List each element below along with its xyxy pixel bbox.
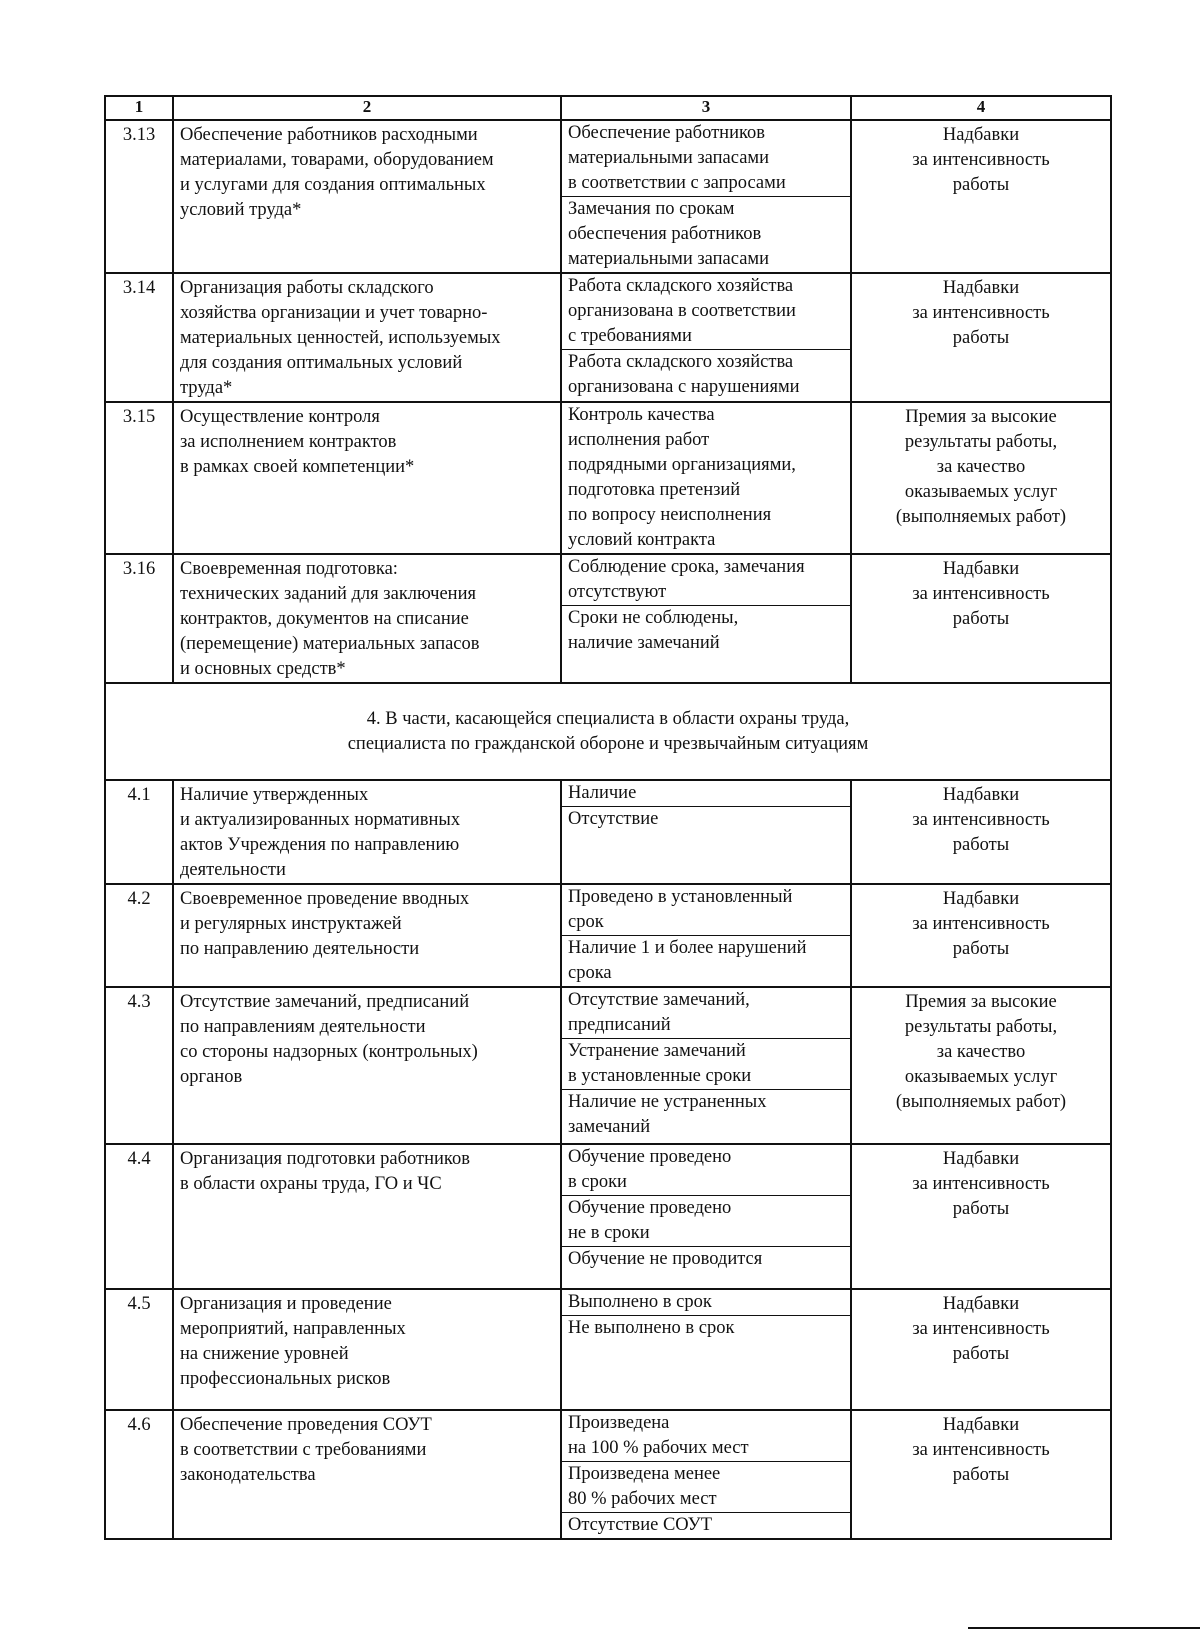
criteria-table [104,95,1112,1540]
text-line: Надбавки [942,125,1020,145]
text-line: Надбавки [942,559,1020,579]
indicator-cell [561,1410,851,1539]
table-row [105,402,1111,554]
text-line: Выполнено в срок [568,1292,712,1312]
text-line: за интенсивность [912,1174,1050,1194]
text-line: отсутствуют [568,582,667,602]
header-cell: 4 [851,96,1111,120]
text-line: Надбавки [942,1294,1020,1314]
text-line: работы [952,835,1010,855]
text-line: работы [952,609,1010,629]
indicator-cell [561,273,851,402]
text-line: срока [568,963,612,983]
text-line: Своевременная подготовка: [180,559,398,579]
text-line: Организация и проведение [180,1294,392,1314]
text-line: Проведено в установленный [568,887,793,907]
indicator-list [562,403,850,553]
header-cell: 1 [105,96,173,120]
text-line: со стороны надзорных (контрольных) [180,1042,478,1062]
text-line: Произведена [568,1413,670,1433]
indicator-item [562,1247,850,1272]
indicator-item [562,988,850,1039]
text-line: работы [952,1199,1010,1219]
text-line: мероприятий, направленных [180,1319,406,1339]
indicator-item [562,555,850,606]
text-line: Наличие утвержденных [180,785,369,805]
text-line: условий контракта [568,530,716,550]
text-line: Обучение проведено [568,1147,732,1167]
text-line: материалами, товарами, оборудованием [180,150,494,170]
text-line: деятельности [180,860,286,880]
payment-type-cell [851,1144,1111,1289]
table-row [105,884,1111,987]
text-line: 80 % рабочих мест [568,1489,717,1509]
indicator-item [562,936,850,986]
indicator-item [562,350,850,400]
item-number: 4.3 [105,987,173,1144]
indicator-item [562,807,850,832]
indicator-item [562,1290,850,1316]
text-line: результаты работы, [904,1017,1058,1037]
table-row [105,273,1111,402]
text-line: подготовка претензий [568,480,741,500]
table-row [105,1410,1111,1539]
text-line: не в сроки [568,1223,650,1243]
text-line: за интенсивность [912,150,1050,170]
indicator-cell [561,780,851,884]
text-line: по направлению деятельности [180,939,420,959]
item-number: 4.5 [105,1289,173,1410]
payment-type-cell [851,1289,1111,1410]
text-line: за интенсивность [912,584,1050,604]
text-line: на снижение уровней [180,1344,349,1364]
text-line: организована с нарушениями [568,377,800,397]
text-line: Отсутствие замечаний, предписаний [180,992,470,1012]
text-line: (выполняемых работ) [895,1092,1067,1112]
item-number: 3.15 [105,402,173,554]
text-line: Организация подготовки работников [180,1149,470,1169]
criterion-cell [173,987,561,1144]
text-line: условий труда* [180,200,302,220]
text-line: Сроки не соблюдены, [568,608,739,628]
text-line: Работа складского хозяйства [568,352,794,372]
text-line: профессиональных рисков [180,1369,391,1389]
criterion-cell [173,1289,561,1410]
table-row [105,120,1111,273]
item-number: 4.1 [105,780,173,884]
text-line: в соответствии с запросами [568,173,786,193]
indicator-list [562,988,850,1140]
indicator-item [562,606,850,656]
text-line: по направлениям деятельности [180,1017,426,1037]
indicator-cell [561,120,851,273]
text-line: и регулярных инструктажей [180,914,402,934]
criterion-cell [173,1144,561,1289]
payment-type-cell [851,1410,1111,1539]
indicator-item [562,1039,850,1090]
section-heading-line: 4. В части, касающейся специалиста в области охраны труда, [366,708,850,729]
indicator-item [562,1145,850,1196]
criterion-cell [173,120,561,273]
indicator-item [562,885,850,936]
text-line: органов [180,1067,243,1087]
indicator-cell [561,987,851,1144]
text-line: Надбавки [942,278,1020,298]
text-line: замечаний [568,1117,651,1137]
text-line: Устранение замечаний [568,1041,746,1061]
text-line: Наличие 1 и более нарушений [568,938,807,958]
text-line: технических заданий для заключения [180,584,476,604]
text-line: Премия за высокие [905,992,1057,1012]
item-number: 3.16 [105,554,173,683]
text-line: законодательства [180,1465,316,1485]
table-row [105,1144,1111,1289]
text-line: по вопросу неисполнения [568,505,772,525]
payment-type-cell [851,402,1111,554]
criterion-cell [173,1410,561,1539]
text-line: и основных средств* [180,659,346,679]
text-line: на 100 % рабочих мест [568,1438,749,1458]
text-line: (перемещение) материальных запасов [180,634,480,654]
criterion-cell [173,780,561,884]
indicator-list [562,121,850,272]
indicator-item [562,1462,850,1513]
text-line: за интенсивность [912,810,1050,830]
text-line: материальных ценностей, используемых [180,328,501,348]
table-row [105,987,1111,1144]
text-line: наличие замечаний [568,633,720,653]
text-line: Обеспечение проведения СОУТ [180,1415,432,1435]
text-line: контрактов, документов на списание [180,609,469,629]
text-line: Наличие [568,783,637,803]
text-line: за интенсивность [912,914,1050,934]
text-line: Надбавки [942,1149,1020,1169]
indicator-list [562,781,850,832]
indicator-cell [561,1289,851,1410]
header-cell: 3 [561,96,851,120]
text-line: Работа складского хозяйства [568,276,794,296]
indicator-list [562,274,850,400]
indicator-list [562,1145,850,1272]
text-line: с требованиями [568,326,692,346]
section-heading-line: специалиста по гражданской обороне и чрезвычайным ситуациям [347,733,869,754]
text-line: обеспечения работников [568,224,762,244]
indicator-list [562,885,850,986]
text-line: оказываемых услуг [904,1067,1058,1087]
text-line: в установленные сроки [568,1066,752,1086]
header-cell: 2 [173,96,561,120]
text-line: срок [568,912,604,932]
indicator-cell [561,402,851,554]
criterion-cell [173,402,561,554]
item-number: 4.4 [105,1144,173,1289]
indicator-item [562,403,850,553]
text-line: Соблюдение срока, замечания [568,557,805,577]
text-line: результаты работы, [904,432,1058,452]
table-row [105,554,1111,683]
criterion-cell [173,554,561,683]
text-line: Замечания по срокам [568,199,735,219]
indicator-item [562,1316,850,1341]
text-line: Отсутствие замечаний, [568,990,750,1010]
text-line: Обеспечение работников расходными [180,125,478,145]
text-line: за интенсивность [912,303,1050,323]
text-line: за интенсивность [912,1319,1050,1339]
text-line: Наличие не устраненных [568,1092,767,1112]
text-line: организована в соответствии [568,301,796,321]
indicator-item [562,1090,850,1140]
text-line: в области охраны труда, ГО и ЧС [180,1174,442,1194]
indicator-cell [561,1144,851,1289]
text-line: Обучение проведено [568,1198,732,1218]
text-line: Обеспечение работников [568,123,766,143]
text-line: в соответствии с требованиями [180,1440,427,1460]
text-line: в сроки [568,1172,627,1192]
header-row [105,96,1111,120]
table-row [105,1289,1111,1410]
text-line: Обучение не проводится [568,1249,763,1269]
text-line: Организация работы складского [180,278,434,298]
item-number: 3.14 [105,273,173,402]
text-line: работы [952,1344,1010,1364]
text-line: Отсутствие [568,809,659,829]
text-line: Своевременное проведение вводных [180,889,470,909]
text-line: оказываемых услуг [904,482,1058,502]
item-number: 3.13 [105,120,173,273]
text-line: Не выполнено в срок [568,1318,735,1338]
text-line: работы [952,939,1010,959]
text-line: Премия за высокие [905,407,1057,427]
text-line: материальными запасами [568,148,770,168]
text-line: за исполнением контрактов [180,432,397,452]
text-line: и услугами для создания оптимальных [180,175,486,195]
text-line: Надбавки [942,1415,1020,1435]
indicator-item [562,121,850,197]
table-row [105,780,1111,884]
payment-type-cell [851,884,1111,987]
text-line: Надбавки [942,889,1020,909]
text-line: материальными запасами [568,249,770,269]
text-line: Произведена менее [568,1464,721,1484]
page-bottom-rule [968,1627,1200,1629]
text-line: за качество [936,1042,1026,1062]
criterion-cell [173,273,561,402]
indicator-item [562,274,850,350]
indicator-item [562,1196,850,1247]
indicator-item [562,197,850,272]
text-line: работы [952,175,1010,195]
text-line: актов Учреждения по направлению [180,835,460,855]
indicator-list [562,1290,850,1341]
text-line: работы [952,328,1010,348]
indicator-item [562,1411,850,1462]
text-line: в рамках своей компетенции* [180,457,415,477]
indicator-item [562,1513,850,1538]
payment-type-cell [851,987,1111,1144]
text-line: за качество [936,457,1026,477]
text-line: предписаний [568,1015,671,1035]
payment-type-cell [851,780,1111,884]
text-line: Осуществление контроля [180,407,380,427]
text-line: и актуализированных нормативных [180,810,461,830]
text-line: за интенсивность [912,1440,1050,1460]
text-line: труда* [180,378,233,398]
payment-type-cell [851,120,1111,273]
item-number: 4.2 [105,884,173,987]
indicator-list [562,555,850,656]
indicator-item [562,781,850,807]
payment-type-cell [851,273,1111,402]
section-heading-row [105,683,1111,780]
text-line: для создания оптимальных условий [180,353,463,373]
text-line: работы [952,1465,1010,1485]
text-line: хозяйства организации и учет товарно- [180,303,488,323]
text-line: (выполняемых работ) [895,507,1067,527]
indicator-cell [561,554,851,683]
text-line: Контроль качества [568,405,715,425]
section-heading [105,683,1111,780]
text-line: Надбавки [942,785,1020,805]
text-line: Отсутствие СОУТ [568,1515,713,1535]
criterion-cell [173,884,561,987]
indicator-list [562,1411,850,1538]
payment-type-cell [851,554,1111,683]
indicator-cell [561,884,851,987]
text-line: подрядными организациями, [568,455,796,475]
text-line: исполнения работ [568,430,710,450]
item-number: 4.6 [105,1410,173,1539]
